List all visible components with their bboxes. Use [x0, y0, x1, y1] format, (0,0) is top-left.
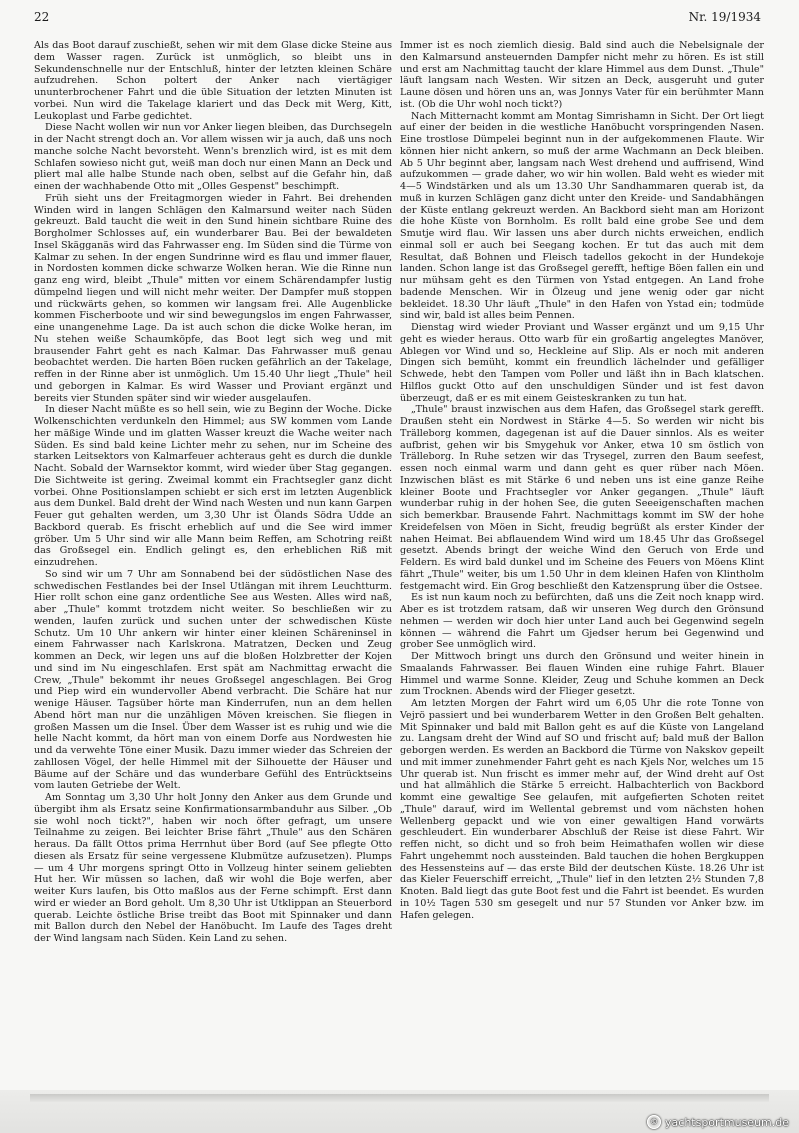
watermark-text: yachtsportmuseum.de: [665, 1115, 789, 1129]
paragraph: Immer ist es noch ziemlich diesig. Bald sind auch die Nebelsignale der den Kalmarsund ansteuernden Dampfer nicht mehr zu hören. Es ist still und erst am Nachmittag taucht der klare Himmel aus dem Dunst. „Thule" läuft langsam nach Westen. Wir sitzen an Deck, ausgeruht und guter Laune dösen und hören uns an, was Jonnys Vater für ein berühmter Mann ist. (Ob die Uhr wohl noch tickt?): [400, 40, 764, 110]
page-header: [34, 10, 761, 28]
paragraph: So sind wir um 7 Uhr am Sonnabend bei der südöstlichen Nase des schwedischen Festlandes bei der Insel Utlängan mit ihrem Leuchtturm. Hier rollt schon eine ganz ordentliche See aus Westen. Alles wird naß, aber „Thule" kommt trotzdem nicht weiter. So beschließen wir zu wenden, laufen zurück und suchen unter der schwedischen Küste Schutz. Um 10 Uhr ankern wir hinter einer kleinen Schäreninsel in einem Fahrwasser nach Karlskrona. Matratzen, Decken und Zeug kommen an Deck, wir legen uns auf die bloßen Holzbretter der Kojen und sind im Nu eingeschlafen. Erst spät am Nachmittag erwacht die Crew, „Thule" bekommt ihr neues Großsegel angeschlagen. Bei Grog und Piep wird ein wundervoller Abend verbracht. Die Schäre hat nur wenige Häuser. Tagsüber hörte man Kinderrufen, nun an dem hellen Abend hört man nur die unzähligen Möven kreischen. Sie fliegen in großen Massen um die Insel. Über dem Wasser ist es ruhig und wie die helle Nacht kommt, da hört man von einem Dorfe aus Nordwesten hie und da verwehte Töne einer Musik. Dazu immer wieder das Schreien der zahllosen Vögel, der helle Himmel mit der Silhouette der Häuser und Bäume auf der Schäre und das wunderbare Gefühl des Entrücktseins vom lauten Getriebe der Welt.: [34, 568, 392, 792]
paragraph: Es ist nun kaum noch zu befürchten, daß uns die Zeit noch knapp wird. Aber es ist trotzdem ratsam, daß wir unseren Weg durch den Grönsund nehmen — werden wir doch hier unter Land auch bei Gegenwind segeln können — während die Fahrt um Gjedser herum bei Gegenwind und grober See unmöglich wird.: [400, 592, 764, 651]
paragraph: Als das Boot darauf zuschießt, sehen wir mit dem Glase dicke Steine aus dem Wasser ragen. Zurück ist unmöglich, so bleibt uns in Sekundenschnelle nur der Entschluß, hinter der letzten kleinen Schäre aufzudrehen. Schon poltert der Anker nach viertägiger ununterbrochener Fahrt und die üble Situation der letzten Minuten ist vorbei. Nun wird die Takelage klariert und das Deck mit Werg, Kitt, Leukoplast und Farbe gedichtet.: [34, 40, 392, 122]
paragraph: Früh sieht uns der Freitagmorgen wieder in Fahrt. Bei drehenden Winden wird in langen Schlägen den Kalmarsund weiter nach Süden gekreuzt. Bald taucht die weit in den Sund hinein sichtbare Ruine des Borgholmer Schlosses auf, ein wunderbarer Bau. Bei der bewaldeten Insel Skägganäs wird das Fahrwasser eng. Im Süden sind die Türme von Kalmar zu sehen. In der engen Sundrinne wird es flau und immer flauer, in Nordosten kommen dicke schwarze Wolken heran. Wie die Rinne nun ganz eng wird, bleibt „Thule" mitten vor einem Schärendampfer lustig dümpelnd liegen und will nicht mehr weiter. Der Dampfer muß stoppen und rückwärts gehen, so kommen wir langsam frei. Alle Augenblicke kommen Fischerboote und wir sind bewegungslos im engen Fahrwasser, eine unangenehme Lage. Da ist auch schon die dicke Wolke heran, im Nu stehen weiße Schaumköpfe, das Boot legt sich weg und mit brausender Fahrt geht es nach Kalmar. Das Fahrwasser muß genau beobachtet werden. Die harten Böen rucken gefährlich an der Takelage, reffen in der Rinne aber ist unmöglich. Um 15.40 Uhr liegt „Thule" heil und geborgen in Kalmar. Es wird Wasser und Proviant ergänzt und bereits vier Stunden später sind wir wieder ausgelaufen.: [34, 192, 392, 404]
page-number: 22: [34, 10, 50, 24]
left-column: [34, 40, 392, 945]
scan-shadow: [30, 1094, 769, 1102]
paragraph: Diese Nacht wollen wir nun vor Anker liegen bleiben, das Durchsegeln in der Nacht strengt doch an. Vor allem wissen wir ja auch, daß uns noch manche solche Nacht bevorsteht. Wenn's brenzlich wird, ist es mit dem Schlafen sowieso nicht gut, weiß man doch nur einen Mann an Deck und pliert mal alle halbe Stunde nach oben, selbst auf die Gefahr hin, daß einen der wachhabende Otto mit „Olles Gespenst" beschimpft.: [34, 122, 392, 192]
issue-number: Nr. 19/1934: [688, 10, 761, 24]
paragraph: Der Mittwoch bringt uns durch den Grönsund und weiter hinein in Smaalands Fahrwasser. Bei flauen Winden eine ruhige Fahrt. Blauer Himmel und warme Sonne. Kleider, Zeug und Schuhe kommen an Deck zum Trocknen. Abends wird der Flieger gesetzt.: [400, 651, 764, 698]
paragraph: Dienstag wird wieder Proviant und Wasser ergänzt und um 9,15 Uhr geht es wieder heraus. Otto warb für ein großartig angelegtes Manöver, Ablegen vor Wind und so, Heckleine auf Slip. Als er noch mit anderen Dingen sich bemüht, kommt ein freundlich lächelnder und gefälliger Schwede, hebt den Tampen vom Poller und läßt ihn in Bach klatschen. Hilflos guckt Otto auf den unschuldigen Sünder und ist fest davon überzeugt, daß er es mit einem Geisteskranken zu tun hat.: [400, 322, 764, 404]
paragraph: In dieser Nacht müßte es so hell sein, wie zu Beginn der Woche. Dicke Wolkenschichten verdunkeln den Himmel; aus SW kommen vom Lande her mäßige Winde und im glatten Wasser kreuzt die Wache weiter nach Süden. Es sind bald keine Lichter mehr zu sehen, nur im Scheine des starken Leitsektors von Kalmarfeuer achteraus geht es durch die dunkle Nacht. Sobald der Warnsektor kommt, wird wieder über Stag gegangen. Die Sichtweite ist gering. Zweimal kommt ein Frachtsegler ganz dicht vorbei. Ohne Positionslampen schiebt er sich erst im letzten Augenblick aus dem Dunkel. Bald dreht der Wind nach Westen und nun kann Garpen Feuer gut gehalten werden, um 3,30 Uhr ist Ölands Södra Udde an Backbord querab. Es frischt erheblich auf und die See wird immer gröber. Um 5 Uhr sind wir alle Mann beim Reffen, am Schotring reißt das Großsegel ein. Endlich gelingt es, den erheblichen Riß mit einzudrehen.: [34, 404, 392, 568]
watermark: [647, 1115, 789, 1129]
copyright-icon: ©: [647, 1115, 661, 1129]
paragraph: „Thule" braust inzwischen aus dem Hafen, das Großsegel stark gerefft. Draußen steht ein Nordwest in Stärke 4—5. So werden wir nicht bis Trälleborg kommen, dagegenan ist auf die Dauer sinnlos. Als es weiter aufbrist, gehen wir bis Smygehuk vor Anker, etwa 10 sm östlich von Trälleborg. In Ruhe setzen wir das Trysegel, zurren den Baum seefest, essen noch einmal warm und dann geht es quer rüber nach Möen. Inzwischen bläst es mit Stärke 6 und neben uns ist eine ganze Reihe kleiner Boote und Frachtsegler vor Anker gegangen. „Thule" läuft wunderbar ruhig in der hohen See, die guten Seeeigenschaften machen sich bemerkbar. Brausende Fahrt. Nachmittags kommt im SW der hohe Kreidefelsen von Möen in Sicht, freudig begrüßt als erster Kinder der nahen Heimat. Bei abflauendem Wind wird um 18.45 Uhr das Großsegel gesetzt. Abends bringt der weiche Wind den Geruch von Erde und Feldern. Es wird bald dunkel und im Scheine des Feuers von Möens Klint fährt „Thule" weiter, bis um 1.50 Uhr in dem kleinen Hafen von Klintholm festgemacht wird. Ein Grog beschließt den Katzensprung über die Ostsee.: [400, 404, 764, 592]
right-column: [400, 40, 764, 921]
paragraph: Nach Mitternacht kommt am Montag Simrishamn in Sicht. Der Ort liegt auf einer der beiden in die westliche Hanöbucht vorspringenden Nasen. Eine trostlose Dümpelei beginnt nun in der aufgekommenen Flaute. Wir können hier nicht ankern, so muß der arme Wachmann an Deck bleiben. Ab 5 Uhr beginnt aber, langsam nach West drehend und auffrisend, Wind aufzukommen — grade daher, wo wir hin wollen. Bald weht es wieder mit 4—5 Windstärken und als um 13.30 Uhr Sandhammaren querab ist, da muß in kurzen Schlägen ganz dicht unter den Kreide- und Sandabhängen der Küste entlang gekreuzt werden. An Backbord sieht man am Horizont die hohe Küste von Bornholm. Es rollt bald eine grobe See und dem Smutje wird flau. Wir lassen uns aber durch nichts erweichen, endlich einmal soll er auch bei Seegang kochen. Er tut das auch mit dem Resultat, daß Bohnen und Fleisch tadellos gekocht in der Hundekoje landen. Schon lange ist das Großsegel gerefft, heftige Böen fallen ein und nur mühsam geht es den Türmen von Ystad entgegen. An Land frohe badende Menschen. Wir in Ölzeug und jene wenig oder gar nicht bekleidet. 18.30 Uhr läuft „Thule" in den Hafen von Ystad ein; todmüde sind wir, bald ist alles beim Pennen.: [400, 110, 764, 322]
paragraph: Am Sonntag um 3,30 Uhr holt Jonny den Anker aus dem Grunde und übergibt ihm als Ersatz seine Konfirmationsarmbanduhr aus Silber. „Ob sie wohl noch tickt?", haben wir noch öfter gefragt, um unsere Teilnahme zu zeigen. Bei leichter Brise fährt „Thule" aus den Schären heraus. Da fällt Ottos prima Herrnhut über Bord (auf See pflegte Otto diesen als Ersatz für seine vergessene Klubmütze aufzusetzen). Plumps — um 4 Uhr morgens springt Otto in Vollzeug hinter seinem geliebten Hut her. Wir müssen so lachen, daß wir wohl die Boje werfen, aber weiter Kurs laufen, bis Otto maßlos aus der Ferne schimpft. Erst dann wird er wieder an Bord geholt. Um 8,30 Uhr ist Utklippan an Steuerbord querab. Leichte östliche Brise treibt das Boot mit Spinnaker und dann mit Ballon durch den Nebel der Hanöbucht. Im Laufe des Tages dreht der Wind langsam nach Süden. Kein Land zu sehen.: [34, 792, 392, 944]
paragraph: Am letzten Morgen der Fahrt wird um 6,05 Uhr die rote Tonne von Vejrö passiert und bei wunderbarem Wetter in den Großen Belt gehalten. Mit Spinnaker und bald mit Ballon geht es auf die Küste von Langeland zu. Langsam dreht der Wind auf SO und frischt auf; bald muß der Ballon geborgen werden. Es werden an Backbord die Türme von Nakskov gepeilt und mit immer zunehmender Fahrt geht es nach Kjels Nor, welches um 15 Uhr querab ist. Nun frischt es immer mehr auf, der Wind dreht auf Ost und hat allmählich die Stärke 5 erreicht. Halbachterlich von Backbord kommt eine gewaltige See gelaufen, mit aufgefierten Schoten reitet „Thule" darauf, wird im Wellental gebremst und vom nächsten hohen Wellenberg gepackt und wie von einer gewaltigen Hand vorwärts geschleudert. Ein wunderbarer Abschluß der Reise ist diese Fahrt. Wir reffen nicht, so dicht und so froh beim Heimathafen wollen wir diese Fahrt ungehemmt noch aussteinden. Bald tauchen die hohen Bergkuppen des Hessensteins auf — das erste Bild der deutschen Küste. 18.26 Uhr ist das Kieler Feuerschiff erreicht, „Thule" lief in den letzten 2½ Stunden 7,8 Knoten. Bald liegt das gute Boot fest und die Fahrt ist beendet. Es wurden in 10½ Tagen 530 sm gesegelt und nur 57 Stunden vor Anker bzw. im Hafen gelegen.: [400, 698, 764, 921]
